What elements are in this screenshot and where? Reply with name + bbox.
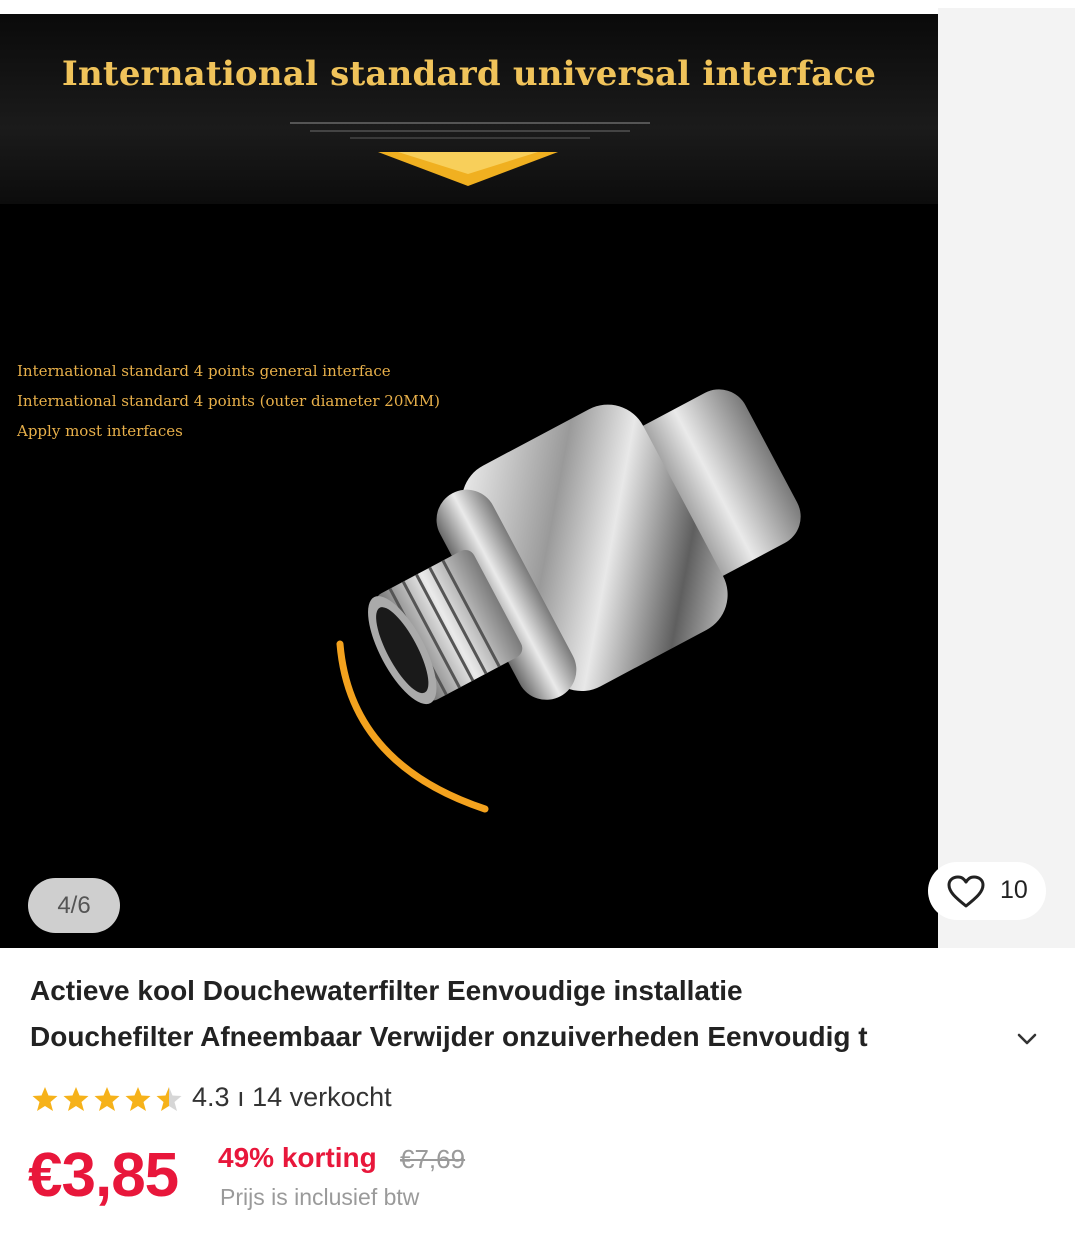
current-price: €3,85 (28, 1141, 179, 1210)
star-icon (157, 1087, 182, 1111)
sold-count: 14 verkocht (252, 1082, 392, 1112)
favorite-button[interactable] (928, 862, 1046, 920)
next-image-peek[interactable] (938, 8, 1075, 948)
feature-item: Apply most interfaces (17, 422, 183, 440)
feature-item: International standard 4 points (outer diameter 20MM) (17, 392, 440, 410)
banner-title: International standard universal interface (61, 54, 877, 94)
chevron-down-icon[interactable] (1016, 1028, 1038, 1050)
discount-label: 49% korting (218, 1142, 377, 1173)
rating-summary (192, 1082, 392, 1113)
top-spacer (0, 0, 1075, 8)
original-price: €7,69 (400, 1144, 466, 1174)
banner-fine-print (350, 137, 590, 139)
heart-icon (946, 875, 986, 909)
product-title[interactable] (30, 968, 1030, 1060)
star-rating (32, 1084, 192, 1114)
banner-fine-print (290, 122, 650, 124)
star-icon (33, 1087, 58, 1111)
star-icon (64, 1087, 89, 1111)
vat-note: Prijs is inclusief btw (220, 1184, 420, 1210)
product-title-line: Actieve kool Douchewaterfilter Eenvoudige installatie (30, 975, 743, 1006)
star-icon (95, 1087, 120, 1111)
product-title-line: Douchefilter Afneembaar Verwijder onzuiverheden Eenvoudig t (30, 1021, 868, 1052)
star-icon (126, 1087, 151, 1111)
product-image-gallery[interactable] (0, 14, 938, 948)
image-page-indicator: 4/6 (28, 878, 120, 933)
rating-value: 4.3 (192, 1082, 230, 1112)
image-banner (0, 14, 938, 204)
banner-arrow-graphic (378, 152, 558, 192)
favorite-count: 10 (1000, 876, 1028, 904)
shower-filter-image (330, 314, 910, 834)
feature-item: International standard 4 points general interface (17, 362, 391, 380)
separator: ı (237, 1082, 245, 1112)
banner-fine-print (310, 130, 630, 132)
